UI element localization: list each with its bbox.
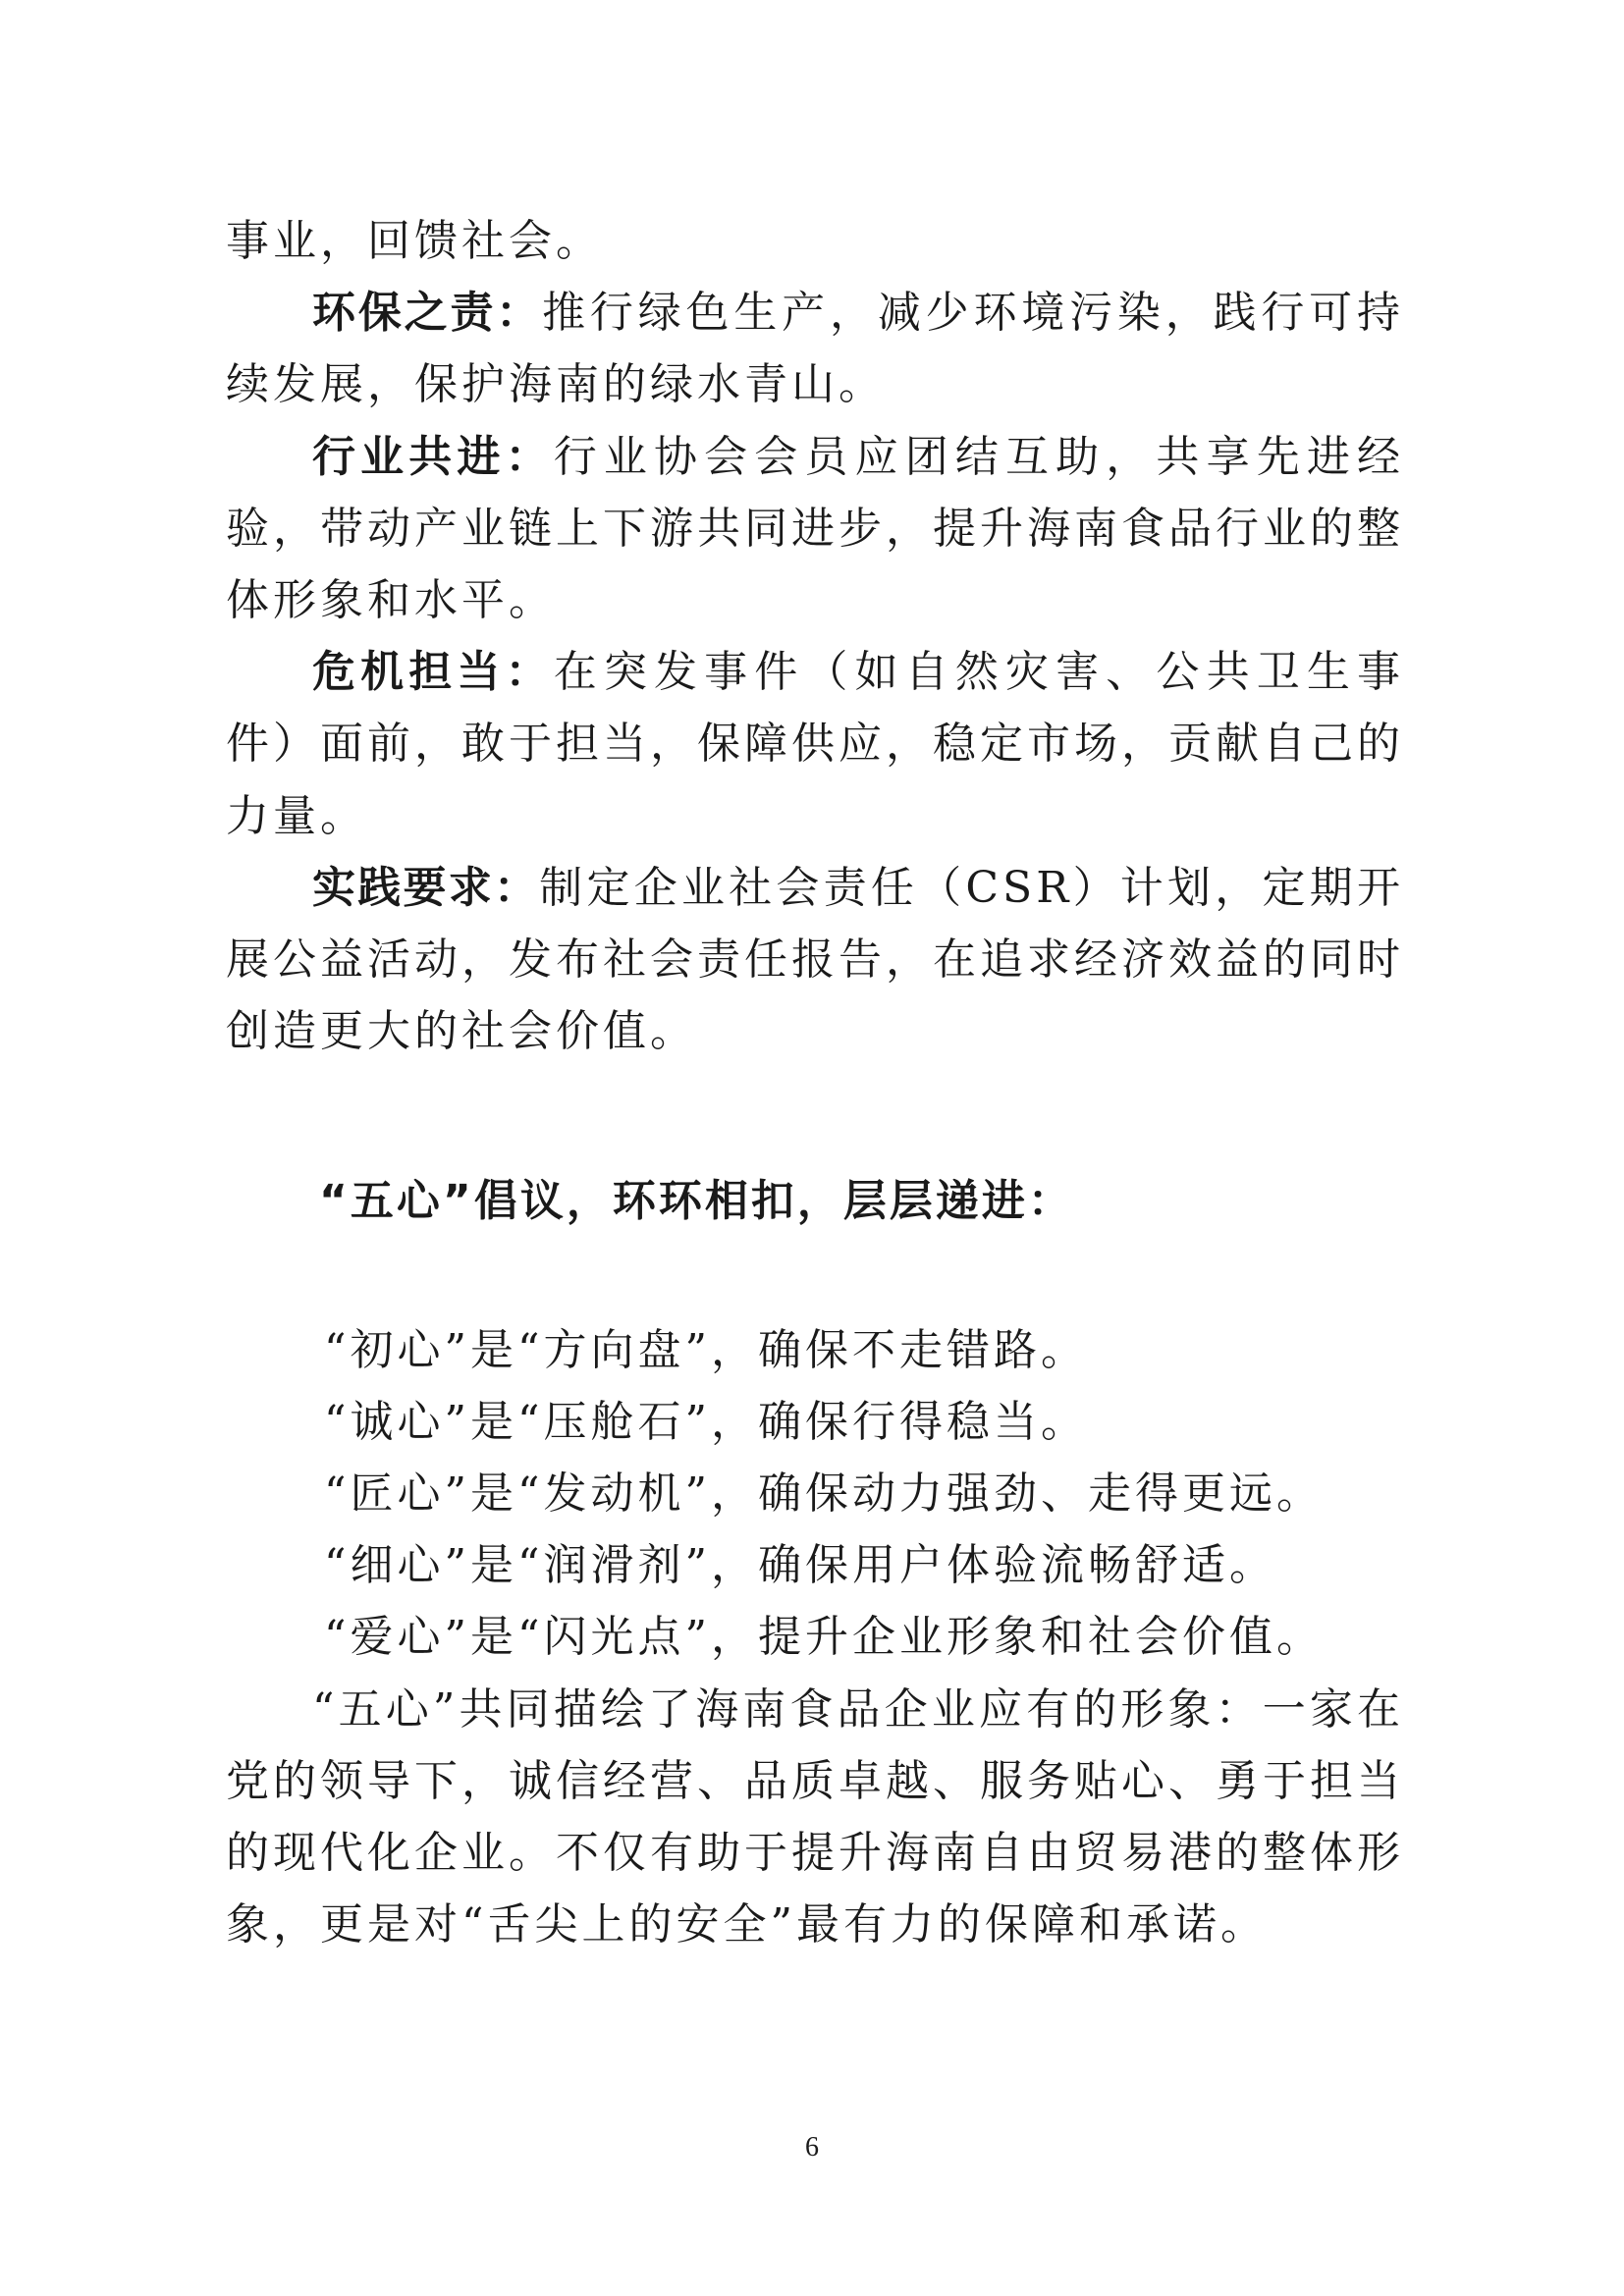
responsibility-text: 制定企业社会责任（CSR）计划，定期开展公益活动，发布社会责任报告，在追求经济效益的同时创造更大的社会价值。 <box>226 862 1405 1057</box>
five-hearts-item: “匠心”是“发动机”，确保动力强劲、走得更远。 <box>324 1468 1324 1520</box>
responsibility-text: 在突发事件（如自然灾害、公共卫生事件）面前，敢于担当，保障供应，稳定市场，贡献自己的力量。 <box>226 647 1405 841</box>
responsibility-term: 环保之责： <box>312 288 543 339</box>
five-hearts-item: “细心”是“润滑剂”，确保用户体验流畅舒适。 <box>324 1540 1276 1591</box>
responsibility-text: 行业协会会员应团结互助，共享先进经验，带动产业链上下游共同进步，提升海南食品行业的整体形象和水平。 <box>226 431 1405 626</box>
section-heading: “五心”倡议，环环相扣，层层递进： <box>319 1176 1074 1227</box>
responsibility-environmental <box>226 277 1404 420</box>
summary-paragraph: “五心”共同描绘了海南食品企业应有的形象：一家在党的领导下，诚信经营、品质卓越、服务贴心、勇于担当的现代化企业。不仅有助于提升海南自由贸易港的整体形象，更是对“舌尖上的安全”最有力的保障和承诺。 <box>226 1683 1404 1950</box>
five-hearts-item: “诚心”是“压舱石”，确保行得稳当。 <box>324 1396 1088 1447</box>
responsibility-crisis <box>226 636 1404 852</box>
continuation-paragraph: 事业，回馈社会。 <box>226 216 603 266</box>
five-hearts-item: “初心”是“方向盘”，确保不走错路。 <box>324 1324 1088 1375</box>
five-hearts-item: “爱心”是“闪光点”，提升企业形象和社会价值。 <box>324 1612 1324 1663</box>
responsibility-practice <box>226 852 1404 1068</box>
responsibility-text: 推行绿色生产，减少环境污染，践行可持续发展，保护海南的绿水青山。 <box>226 288 1405 410</box>
responsibility-term: 危机担当： <box>312 647 554 698</box>
page-number: 6 <box>805 2132 819 2163</box>
responsibility-industry <box>226 421 1404 637</box>
document-body <box>226 205 1404 1960</box>
responsibility-term: 行业共进： <box>312 431 554 482</box>
responsibility-term: 实践要求： <box>312 862 540 913</box>
five-hearts-list <box>226 1314 1404 1674</box>
